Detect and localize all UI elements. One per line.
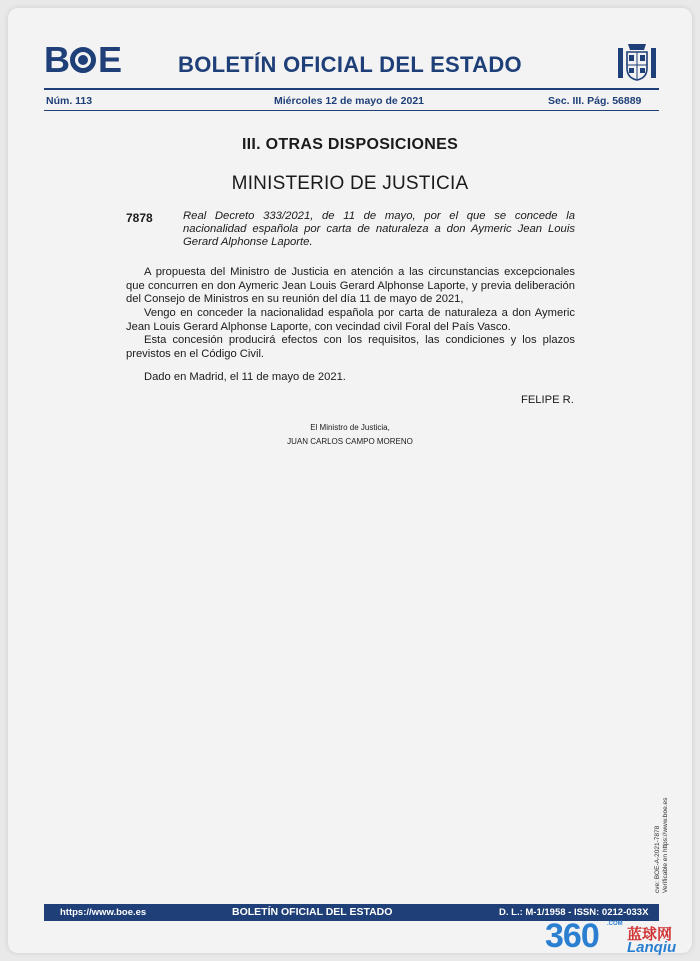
gazette-title: BOLETÍN OFICIAL DEL ESTADO — [178, 52, 522, 77]
ministry-heading: MINISTERIO DE JUSTICIA — [231, 173, 469, 194]
paragraph-1-text: A propuesta del Ministro de Justicia en atención a las circunstancias excepcionales que concurren en don Aymeric Jean Louis Gerard Alphonse Laporte, y previa deliberación del Consejo de Ministros en su reunión del día 11 de mayo de 2021, — [126, 266, 575, 305]
paragraph-1 — [126, 266, 575, 307]
watermark-chinese: 蓝球网 — [627, 926, 673, 943]
signer-role: El Ministro de Justicia, — [310, 423, 390, 432]
header-rule — [44, 88, 659, 90]
paragraph-3-text: Esta concesión producirá efectos con los requisitos, las condiciones y los plazos previstos en el Código Civil. — [126, 334, 575, 360]
document-page — [8, 8, 692, 953]
signer-name: JUAN CARLOS CAMPO MORENO — [287, 437, 413, 446]
logo-letter-e: E — [98, 39, 121, 80]
logo-ring-icon — [70, 47, 96, 73]
logo-letter-b: B — [44, 39, 68, 80]
issue-number: Núm. 113 — [46, 95, 93, 107]
paragraph-2-text: Vengo en conceder la nacionalidad española por carta de naturaleza a don Aymeric Jean Louis Gerard Alphonse Laporte, con vecindad civil Foral del País Vasco. — [126, 307, 575, 333]
paragraph-3 — [126, 334, 575, 361]
coat-of-arms-icon — [616, 40, 658, 84]
issue-date: Miércoles 12 de mayo de 2021 — [274, 95, 424, 107]
watermark-latin: Lanqiu — [627, 939, 677, 956]
decree-number: 7878 — [126, 211, 153, 225]
king-signature: FELIPE R. — [521, 394, 574, 406]
watermark-com: .COM — [607, 921, 623, 927]
meta-rule — [44, 110, 659, 111]
section-heading: III. OTRAS DISPOSICIONES — [241, 136, 459, 153]
watermark-logo — [545, 918, 695, 958]
cve-code: cve: BOE-A-2021-7878 — [654, 825, 661, 893]
section-page: Sec. III. Pág. 56889 — [548, 95, 642, 107]
cve-reference — [654, 798, 670, 893]
paragraph-2 — [126, 307, 575, 334]
watermark-number: 360 — [545, 917, 599, 955]
verify-text: Verificable en https://www.boe.es — [662, 797, 669, 893]
footer-title: BOLETÍN OFICIAL DEL ESTADO — [232, 906, 393, 918]
footer-url[interactable]: https://www.boe.es — [60, 907, 147, 918]
boe-logo — [44, 39, 121, 80]
given-at: Dado en Madrid, el 11 de mayo de 2021. — [144, 371, 346, 383]
decree-title: Real Decreto 333/2021, de 11 de mayo, por el que se concede la nacionalidad española por carta de naturaleza a don Aymeric Jean Louis Gerard Alphonse Laporte. — [183, 210, 575, 248]
footer-legal: D. L.: M-1/1958 - ISSN: 0212-033X — [499, 907, 649, 918]
